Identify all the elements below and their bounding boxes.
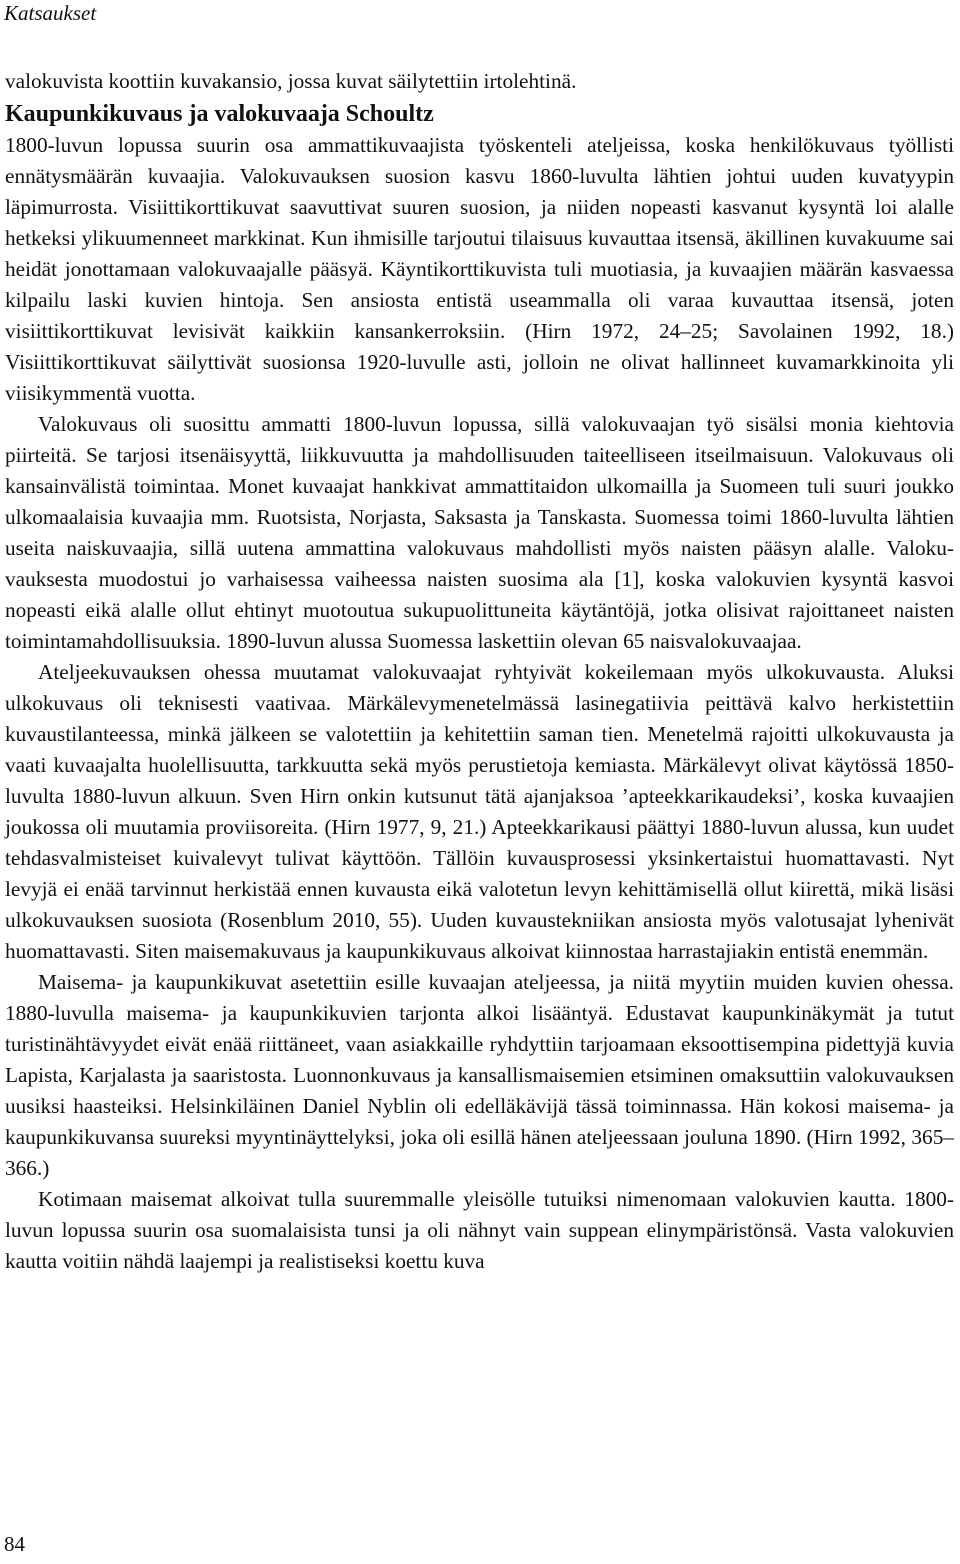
paragraph-5: Kotimaan maisemat alkoivat tulla suuremmalle yleisölle tutuiksi nimenomaan valokuvien kautta. 1800-luvun lopussa suurin osa suomalaisista tunsi ja oli nähnyt vain suppean elinympäristönsä. Vasta valokuvien kautta voitiin nähdä laajempi ja realistiseksi koettu kuva — [5, 1187, 954, 1273]
paragraph-2: Valokuvaus oli suosittu ammatti 1800-luvun lopussa, sillä valokuvaajan työ sisälsi monia kiehtovia piirteitä. Se tarjosi itsenäisyyttä, liikkuvuutta ja mahdollisuuden taiteelliseen itseilmaisuun. Valokuvaus oli kansainvälistä toimintaa. Monet kuvaajat hankkivat ammattitaidon ulkomailla ja Suomeen tuli suuri joukko ulkomaalaisia kuvaajia mm. Ruotsista, Norjasta, Saksasta ja Tanskasta. Suomessa toimi 1860-luvulta lähtien useita naiskuvaajia, sillä uutena ammattina valokuvaus mahdollisti myös naisten pääsyn alalle. Valokuvauksesta muodostui jo varhaisessa vaiheessa naisten suosima ala [1], koska valokuvien kysyntä kasvoi nopeasti eikä alalle ollut ehtinyt muotoutua sukupuolittuneita käytäntöjä, jotka olisivat rajoittaneet naisten toimintamahdollisuuksia. 1890-luvun alussa Suomessa laskettiin olevan 65 naisvalokuvaajaa. — [5, 412, 954, 653]
article-body — [5, 66, 954, 1277]
paragraph-1: 1800-luvun lopussa suurin osa ammattikuvaajista työskenteli ateljeissa, koska henkilökuvaus työllisti ennätysmäärän kuvaajia. Valokuvauksen suosion kasvu 1860-luvulta lähtien johtui uuden kuvatyypin läpimurrosta. Visiittikorttikuvat saavuttivat suuren suosion, ja niiden nopeasti kasvanut kysyntä loi alalle hetkeksi ylikuumenneet markkinat. Kun ihmisille tarjoutui tilaisuus kuvauttaa itsensä, äkillinen kuvakuume sai heidät jonottamaan valokuvaajalle pääsyä. Käyntikorttikuvista tuli muotiasia, ja kuvaajien määrän kasvaessa kilpailu laski kuvien hintoja. Sen ansiosta entistä useammalla oli varaa kuvauttaa itsensä, joten visiittikorttikuvat levisivät kaikkiin kansankerroksiin. (Hirn 1972, 24–25; Savolainen 1992, 18.) Visiittikorttikuvat säilyttivät suosionsa 1920-luvulle asti, jolloin ne olivat hallinneet kuvamarkkinoita yli viisikymmentä vuotta. — [5, 133, 954, 405]
lead-in-paragraph: valokuvista koottiin kuvakansio, jossa kuvat säilytettiin irtolehtinä. — [5, 69, 577, 93]
paragraph-3: Ateljeekuvauksen ohessa muutamat valokuvaajat ryhtyivät kokeilemaan myös ulkokuvausta. Aluksi ulkokuvaus oli teknisesti vaativaa. Märkälevymenetelmässä lasinegatiivia peittävä kalvo herkistettiin kuvaustilanteessa, minkä jälkeen se valotettiin ja kehitettiin saman tien. Menetelmä rajoitti ulkokuvausta ja vaati kuvaajalta huolellisuutta, tarkkuutta sekä myös perustietoja kemiasta. Märkälevyt olivat käytössä 1850-luvulta 1880-luvun alkuun. Sven Hirn onkin kutsunut tätä ajanjaksoa ’apteekkarikaudeksi’, koska kuvaajien joukossa oli muutamia proviisoreita. (Hirn 1977, 9, 21.) Apteekkarikausi päättyi 1880-luvun alussa, kun uudet tehdasvalmisteiset kuivalevyt tulivat käyttöön. Tällöin kuvausprosessi yksinkertaistui huomattavasti. Nyt levyjä ei enää tarvinnut herkistää ennen kuvausta eikä valotetun levyn kehittämisellä ollut kiirettä, mikä lisäsi ulkokuvauksen suosiota (Rosenblum 2010, 55). Uuden kuvaustekniikan ansiosta myös valotusajat lyhenivät huomattavasti. Siten maisemakuvaus ja kaupunkikuvaus alkoivat kiinnostaa harrastajiakin entistä enemmän. — [5, 660, 954, 963]
page-number: 84 — [4, 1532, 25, 1556]
section-heading: Kaupunkikuvaus ja valokuvaaja Schoultz — [5, 101, 434, 127]
running-header: Katsaukset — [4, 1, 97, 25]
paragraph-4: Maisema- ja kaupunkikuvat asetettiin esille kuvaajan ateljeessa, ja niitä myytiin muiden kuvien ohessa. 1880-luvulla maisema- ja kaupunkikuvien tarjonta alkoi lisääntyä. Edustavat kaupunkinäkymät ja tutut turistinähtävyydet eivät enää riittäneet, vaan asiakkaille ryhdyttiin tarjoamaan eksoottisempina pidettyjä kuvia Lapista, Karjalasta ja saaristosta. Luonnonkuvaus ja kansallismaisemien etsiminen omaksuttiin valokuvauksen uusiksi haasteiksi. Helsinkiläinen Daniel Nyblin oli edelläkävijä tässä toiminnassa. Hän kokosi maisema- ja kaupunkikuvansa suureksi myyntinäyttelyksi, joka oli esillä hänen ateljeessaan joulunа 1890. (Hirn 1992, 365–366.) — [5, 970, 954, 1180]
